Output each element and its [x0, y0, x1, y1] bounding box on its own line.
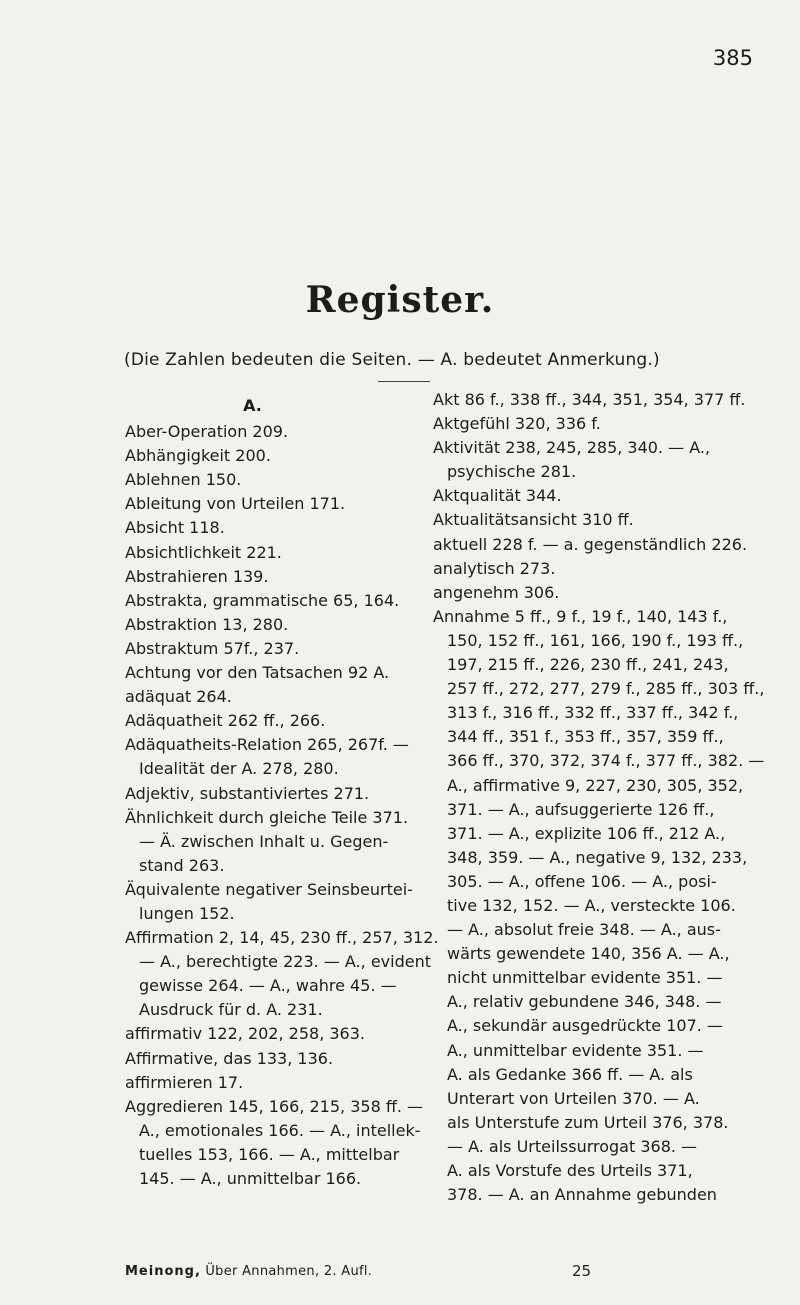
index-line: wärts gewendete 140, 356 A. — A., — [447, 944, 730, 964]
index-line: 378. — A. an Annahme gebunden — [447, 1185, 717, 1205]
index-line: Aktivität 238, 245, 285, 340. — A., — [433, 438, 711, 458]
index-line: stand 263. — [139, 855, 225, 875]
index-line: affirmieren 17. — [125, 1072, 244, 1092]
page-title: Register. — [305, 279, 495, 321]
index-line: Ableitung von Urteilen 171. — [125, 494, 346, 514]
index-line: 371. — A., explizite 106 ff., 212 A., — [447, 823, 726, 843]
index-line: A., relativ gebundene 346, 348. — — [447, 992, 722, 1012]
index-line: Affirmation 2, 14, 45, 230 ff., 257, 312. — [125, 928, 439, 948]
index-line: lungen 152. — [139, 903, 235, 923]
index-line: A., emotionales 166. — A., intellek- — [139, 1120, 421, 1140]
index-line: A., sekundär ausgedrückte 107. — — [447, 1016, 723, 1036]
footer-book: Über Annahmen, 2. Aufl. — [205, 1264, 373, 1279]
index-line: angenehm 306. — [433, 582, 560, 602]
index-line: Ablehnen 150. — [125, 470, 242, 490]
index-line: Abhängigkeit 200. — [125, 446, 271, 466]
index-line: affirmativ 122, 202, 258, 363. — [125, 1024, 365, 1044]
index-line: A., affirmative 9, 227, 230, 305, 352, — [447, 775, 744, 795]
index-line: Aggredieren 145, 166, 215, 358 ff. — — [125, 1096, 424, 1116]
index-line: Abstraktion 13, 280. — [125, 614, 289, 634]
index-line: — A., absolut freie 348. — A., aus- — [447, 920, 721, 940]
index-line: A. als Gedanke 366 ff. — A. als — [447, 1064, 693, 1084]
index-line: 257 ff., 272, 277, 279 f., 285 ff., 303 ff., — [447, 679, 765, 699]
page-number: 385 — [712, 46, 753, 70]
index-line: 145. — A., unmittelbar 166. — [139, 1169, 362, 1188]
index-line: Ähnlichkeit durch gleiche Teile 371. — [125, 807, 409, 827]
index-line: analytisch 273. — [433, 558, 556, 578]
right-entries — [433, 388, 765, 1207]
index-line: tuelles 153, 166. — A., mittelbar — [139, 1144, 400, 1164]
index-line: adäquat 264. — [125, 687, 232, 707]
index-line: Akt 86 f., 338 ff., 344, 351, 354, 377 ff. — [433, 390, 746, 409]
footer-author: Meinong, — [125, 1264, 201, 1279]
left-entries — [125, 420, 439, 1191]
index-line: 366 ff., 370, 372, 374 f., 377 ff., 382. — — [447, 751, 765, 771]
index-line: — A., berechtigte 223. — A., evident — [139, 952, 431, 972]
index-line: — Ä. zwischen Inhalt u. Gegen- — [139, 831, 389, 851]
index-line: A., unmittelbar evidente 351. — — [447, 1040, 704, 1060]
index-line: 344 ff., 351 f., 353 ff., 357, 359 ff., — [447, 727, 724, 747]
index-line: aktuell 228 f. — a. gegenständlich 226. — [433, 534, 748, 554]
index-line: Ausdruck für d. A. 231. — [139, 1000, 323, 1020]
left-column — [125, 388, 439, 1191]
index-line: 371. — A., aufsuggerierte 126 ff., — [447, 799, 715, 819]
index-line: Achtung vor den Tatsachen 92 A. — [125, 663, 390, 683]
divider — [378, 381, 430, 382]
index-line: Annahme 5 ff., 9 f., 19 f., 140, 143 f., — [433, 606, 728, 626]
index-line: Aber-Operation 209. — [125, 422, 289, 442]
index-line: Abstraktum 57f., 237. — [125, 638, 300, 658]
index-line: Unterart von Urteilen 370. — A. — [447, 1088, 700, 1108]
signature-mark: 25 — [572, 1262, 592, 1280]
index-line: 197, 215 ff., 226, 230 ff., 241, 243, — [447, 655, 729, 675]
index-line: Adäquatheits-Relation 265, 267f. — — [125, 735, 409, 755]
index-line: Abstrahieren 139. — [125, 566, 269, 586]
index-line: Aktgefühl 320, 336 f. — [433, 414, 601, 434]
index-line: gewisse 264. — A., wahre 45. — — [139, 976, 397, 996]
index-line: A. als Vorstufe des Urteils 371, — [447, 1161, 693, 1180]
index-line: Affirmative, das 133, 136. — [125, 1048, 334, 1068]
right-column — [433, 388, 765, 1207]
index-line: 313 f., 316 ff., 332 ff., 337 ff., 342 f., — [447, 703, 739, 723]
index-line: Aktualitätsansicht 310 ff. — [433, 510, 634, 530]
index-line: 348, 359. — A., negative 9, 132, 233, — [447, 847, 748, 867]
index-line: Aktqualität 344. — [433, 486, 562, 506]
index-line: 305. — A., offene 106. — A., posi- — [447, 871, 717, 891]
section-letter: A. — [243, 396, 262, 415]
index-line: Absichtlichkeit 221. — [125, 542, 282, 562]
footer-citation — [125, 1264, 372, 1279]
index-line: Absicht 118. — [125, 518, 225, 538]
index-line: nicht unmittelbar evidente 351. — — [447, 968, 723, 988]
index-line: Adäquatheit 262 ff., 266. — [125, 711, 326, 731]
index-line: tive 132, 152. — A., versteckte 106. — [447, 895, 736, 915]
index-line: — A. als Urteilssurrogat 368. — — [447, 1136, 698, 1156]
index-line: Äquivalente negativer Seinsbeurtei- — [125, 879, 413, 899]
index-line: psychische 281. — [447, 462, 577, 482]
index-line: 150, 152 ff., 161, 166, 190 f., 193 ff., — [447, 630, 744, 650]
index-line: als Unterstufe zum Urteil 376, 378. — [447, 1112, 729, 1132]
index-line: Adjektiv, substantiviertes 271. — [125, 783, 370, 803]
page-subtitle: (Die Zahlen bedeuten die Seiten. — A. bedeutet Anmerkung.) — [124, 350, 660, 370]
index-line: Idealität der A. 278, 280. — [139, 759, 339, 779]
index-line: Abstrakta, grammatische 65, 164. — [125, 590, 400, 610]
